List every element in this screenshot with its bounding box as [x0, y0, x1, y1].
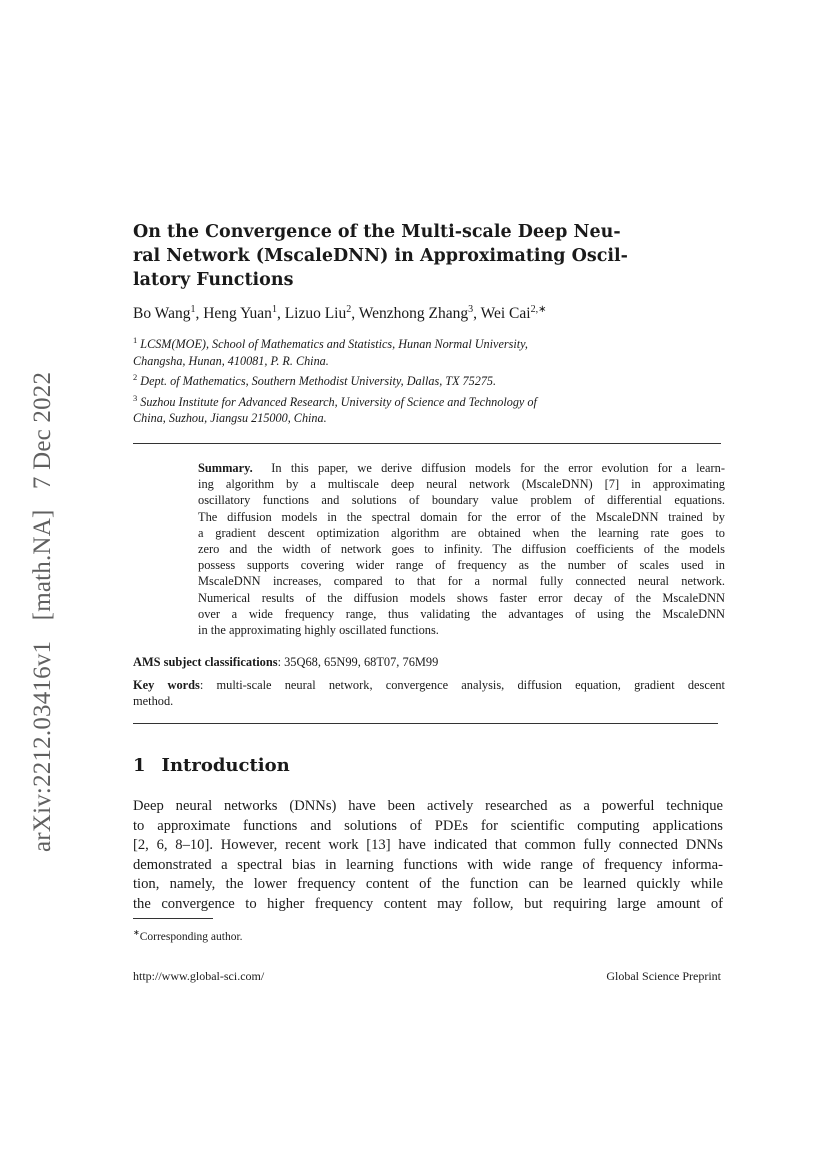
affiliation-line: China, Suzhou, Jiangsu 215000, China. [133, 411, 327, 426]
intro-paragraph [133, 797, 723, 914]
author-affil-mark: 2,∗ [530, 304, 547, 315]
affiliation-line: $^3$ Suzhou Institute for Advanced Research, University of Science and Technology of [133, 392, 537, 409]
title-line: latory Functions [133, 270, 294, 290]
author-name: Bo Wang [133, 305, 191, 323]
author-name: Lizuo Liu [284, 305, 347, 323]
keywords-line: method. [133, 694, 174, 709]
author-affil-mark: 1 [271, 304, 277, 315]
keywords-label: Key words [133, 678, 200, 692]
arxiv-id[interactable]: arXiv:2212.03416v1 [29, 640, 56, 852]
summary-line: in the approximating highly oscillated functions. [198, 623, 439, 638]
footnote-mark: ∗ [133, 928, 140, 937]
intro-line: [2, 6, 8–10]. However, recent work [13] have indicated that common fully connected DNNs [133, 837, 723, 853]
arxiv-stamp [29, 352, 59, 852]
section-number: 1 [133, 755, 146, 776]
footnote-text: Corresponding author. [139, 930, 243, 943]
author-affil-mark: 3 [468, 304, 474, 315]
summary-abstract: Summary. In this paper, we derive diffusion models for the error evolution for a learn- ing algorithm by a multiscale deep neural network (MscaleDNN) [7] in approximating oscillatory functions and solutions of boundary value problem of differential equations. The diffusion models in the spectral domain for the error of the MscaleDNN trained by a gradient descent optimization algorithm are obtained when the learning rate goes to zero and the width of network goes to infinity. The diffusion coefficients of the models possess supports covering wider range of frequency as the number of scales used in MscaleDNN increases, compared to that for a normal fully connected neural network. Numerical results of the diffusion models shows faster error decay of the MscaleDNN over a wide frequency range, thus validating the advantages of using the MscaleDNN in the approximating highly oscillated functions. [198, 461, 726, 638]
title-line: ral Network (MscaleDNN) in Approximating Oscil- [133, 246, 628, 266]
author-affil-mark: 1 [190, 304, 196, 315]
affiliation-line: Changsha, Hunan, 410081, P. R. China. [133, 353, 329, 368]
intro-line: to approximate functions and solutions of PDEs for scientific computing applications [133, 817, 723, 834]
intro-line: Deep neural networks (DNNs) have been actively researched as a powerful technique [133, 798, 723, 814]
author-affil-mark: 2 [346, 304, 352, 315]
keywords: Key words: multi-scale neural network, convergence analysis, diffusion equation, gradient descent method. [133, 678, 726, 709]
affiliation-line: $^2$ Dept. of Mathematics, Southern Methodist University, Dallas, TX 75275. [133, 372, 497, 389]
intro-line: the convergence to higher frequency content may follow, but requiring large amount of [133, 895, 723, 912]
intro-line: tion, namely, the lower frequency content of the function can be learned quickly while [133, 876, 723, 892]
summary-line: oscillatory functions and solutions of boundary value problem of differential equations. [198, 493, 725, 508]
footer-url-link[interactable]: http://www.global-sci.com/ [133, 969, 265, 983]
summary-line: possess supports covering wider range of frequency as the number of scales used in [198, 558, 725, 573]
divider [133, 443, 721, 444]
section-heading [133, 755, 290, 776]
affil-mark: 3 [133, 392, 138, 403]
footnote [133, 928, 243, 943]
ams-label: AMS subject classifications [133, 655, 278, 669]
footer-publisher: Global Science Preprint [606, 969, 721, 983]
intro-line: demonstrated a spectral bias in learning functions with wide range of frequency informa- [133, 856, 723, 873]
affiliations [133, 332, 613, 427]
title-line: On the Convergence of the Multi-scale Deep Neu- [133, 222, 621, 242]
arxiv-date: 7 Dec 2022 [29, 371, 56, 490]
footnote-divider [133, 918, 213, 919]
summary-line: a gradient descent optimization algorithm are obtained when the learning rate goes to [198, 525, 725, 540]
summary-label: Summary. [198, 461, 253, 475]
section-title: Introduction [161, 755, 290, 776]
summary-line: The diffusion models in the spectral domain for the error of the MscaleDNN trained by [198, 509, 725, 524]
arxiv-category: [math.NA] [29, 509, 56, 621]
ams-classification [133, 654, 725, 670]
paper-title [133, 220, 628, 292]
summary-line: over a wide frequency range, thus validating the advantages of using the MscaleDNN [198, 606, 725, 621]
affil-mark: 1 [133, 335, 138, 345]
affiliation-line: $^1$ LCSM(MOE), School of Mathematics and Statistics, Hunan Normal University, [133, 335, 528, 352]
summary-line: ing algorithm by a multiscale deep neural network (MscaleDNN) [7] in approximating [198, 477, 725, 492]
ams-codes: : 35Q68, 65N99, 68T07, 76M99 [277, 655, 439, 669]
summary-line: MscaleDNN increases, compared to that for a normal fully connected neural network. [198, 574, 725, 589]
author-name: Wei Cai [480, 305, 531, 323]
divider [133, 723, 718, 724]
author-name: Wenzhong Zhang [358, 305, 469, 323]
author-name: Heng Yuan [203, 305, 272, 323]
summary-line: zero and the width of network goes to infinity. The diffusion coefficients of the models [198, 542, 725, 557]
affil-mark: 2 [133, 372, 138, 383]
author-list: Bo Wang$^1$, Heng Yuan$^1$, Lizuo Liu$^2$, Wenzhong Zhang$^3$, Wei Cai$^{2,∗}$ [133, 304, 547, 323]
summary-line: Numerical results of the diffusion models shows faster error decay of the MscaleDNN [198, 590, 725, 605]
